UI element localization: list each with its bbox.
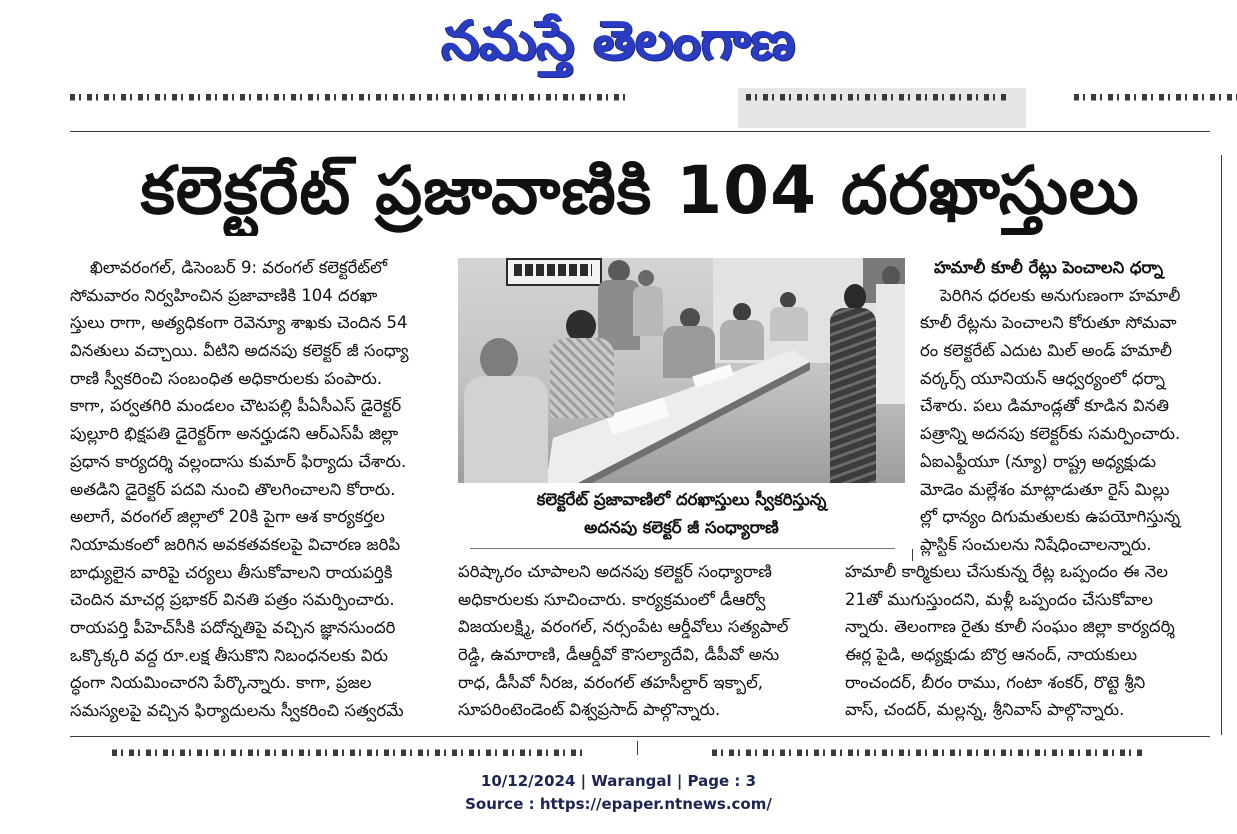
left-column-line: సోమవారం నిర్వహించిన ప్రజావాణికి 104 దరఖా: [70, 285, 378, 305]
left-column-line: వినతులు వచ్చాయి. వీటిని అదనపు కలెక్టర్ జీ సంధ్యా: [70, 341, 409, 361]
sidebar-line: పెరిగిన ధరలకు అనుగుణంగా హమాలీ: [940, 285, 1181, 305]
sidebar-line: వర్కర్స్ యూనియన్ ఆధ్వర్యంలో ధర్నా: [920, 368, 1166, 388]
left-column-line: సమస్యలపై వచ్చిన ఫిర్యాదులను స్వీకరించి సత్వరమే: [70, 701, 404, 720]
photo-person-head: [638, 270, 654, 286]
sidebar-line: ప్లాస్టిక్ సంచులను నిషేధించాలన్నారు.: [920, 534, 1152, 554]
center-column: [458, 558, 834, 724]
photo-banner-lettering: [514, 264, 592, 276]
article-headline: కలెక్టరేట్ ప్రజావాణికి 104 దరఖాస్తులు: [140, 152, 1140, 229]
article-photo: [458, 258, 905, 483]
photo-person-body: [663, 326, 715, 378]
left-column-line: చెందిన మాచర్ల ప్రభాకర్ వినతి పత్రం సమర్పించారు.: [70, 590, 395, 610]
right-divider: [1221, 155, 1222, 735]
left-column-line: ద్ధంగా నియమించారని పేర్కొన్నారు. కాగా, ప్రజల: [70, 673, 372, 693]
center-column-line: అధికారులకు సూచించారు. కార్యక్రమంలో డీఆర్వో: [458, 589, 766, 609]
left-column-line: రాణి స్వీకరించి సంబంధిత అధికారులకు పంపారు.: [70, 368, 383, 388]
photo-person-head: [680, 308, 700, 328]
left-column-line: స్తులు రాగా, అత్యధికంగా రెవెన్యూ శాఖకు చెందిన 54: [70, 313, 408, 333]
photo-person-head: [882, 266, 900, 286]
left-column: [70, 254, 442, 725]
photo-person-head: [608, 260, 630, 282]
photo-person-head: [480, 338, 518, 380]
clipped-text-strip: [712, 745, 1142, 756]
sidebar-line: రం కలెక్టరేట్ ఎదుట మిల్ అండ్ హమాలీ: [920, 341, 1172, 361]
center-column-line: పరిష్కారం చూపాలని అదనపు కలెక్టర్ సంధ్యారాణి: [458, 562, 772, 581]
top-divider: [70, 131, 1210, 132]
photo-person-head: [780, 292, 796, 308]
sidebar-line: కూలీ రేట్లను పెంచాలని కోరుతూ సోమవా: [920, 313, 1177, 333]
sidebar-story: [920, 254, 1210, 559]
clipped-text-strip: [746, 94, 1010, 106]
sidebar-subheadline: హమాలీ కూలీ రేట్లు పెంచాలని ధర్నా: [934, 258, 1164, 277]
sidebar-continued-line: హమాలీ కార్మికులు చేసుకున్న రేట్ల ఒప్పందం ఈ నెల: [845, 562, 1168, 581]
sidebar-continued: [845, 558, 1209, 724]
sidebar-continued-line: వాస్, చందర్, మల్లన్న, శ్రీనివాస్ పాల్గొన్నారు.: [845, 700, 1125, 720]
photo-person-body: [830, 308, 876, 483]
caption-divider: [470, 548, 895, 549]
photo-person-body: [720, 320, 764, 360]
left-column-line: ప్రధాన కార్యదర్శి వల్లందాసు కుమార్ ఫిర్యాదు చేశారు.: [70, 451, 407, 471]
left-column-line: పుల్లూరి భిక్షపతి డైరెక్టర్‌గా అనర్హుడని ఆర్‌ఎస్‌పీ జిల్లా: [70, 424, 399, 444]
left-column-line: అలాగే, వరంగల్ జిల్లాలో 20కి పైగా ఆశ కార్యకర్తల: [70, 507, 385, 527]
sidebar-line: చేశారు. పలు డిమాండ్లతో కూడిన వినతి: [920, 396, 1170, 416]
sidebar-line: ఏఐఎఫ్టీయూ (న్యూ) రాష్ట్ర అధ్యక్షుడు: [920, 451, 1157, 471]
left-column-line: కాగా, పర్వతగిరి మండలం చౌటపల్లి పీఏసీఎస్ డైరెక్టర్: [70, 396, 402, 416]
center-column-line: రాధ, డీసీవో నీరజ, వరంగల్ తహసీల్దార్ ఇక్బాల్,: [458, 672, 764, 692]
clipped-text-strip: [1074, 94, 1237, 106]
bottom-divider: [70, 736, 1210, 737]
photo-person-body: [550, 338, 614, 418]
photo-person-body: [770, 307, 808, 341]
footer-dateline: 10/12/2024 | Warangal | Page : 3: [480, 772, 757, 790]
center-column-line: విజయలక్ష్మి, వరంగల్, నర్సంపేట ఆర్డీవోలు సత్యపాల్: [458, 617, 789, 637]
left-column-line: ఖిలావరంగల్, డిసెంబర్ 9: వరంగల్ కలెక్టరేట్‌లో: [90, 258, 388, 277]
photo-caption: [458, 486, 905, 542]
center-column-line: రెడ్డి, ఉమారాణి, డీఆర్డీవో కౌసల్యాదేవి, డీపీవో అను: [458, 645, 780, 665]
photo-person-body: [633, 286, 663, 336]
photo-person-body: [876, 284, 905, 404]
left-column-line: నియామకంలో జరిగిన అవకతవకలపై విచారణ జరిపి: [70, 534, 401, 554]
photo-caption-line: కలెక్టరేట్ ప్రజావాణిలో దరఖాస్తులు స్వీకరిస్తున్న: [536, 490, 827, 509]
photo-person-body: [464, 376, 548, 483]
photo-caption-line: అదనపు కలెక్టర్ జీ సంధ్యారాణి: [584, 518, 779, 537]
sidebar-continued-line: న్నారు. తెలంగాణ రైతు కూలీ సంఘం జిల్లా కార్యదర్శి: [845, 617, 1175, 637]
masthead-title: నమస్తే తెలంగాణ: [441, 9, 796, 72]
sidebar-continued-line: ఈర్ల పైడి, అధ్యక్షుడు బొర్ర ఆనంద్, నాయకులు: [845, 645, 1138, 665]
sidebar-continued-line: రాంచందర్, బీరం రాము, గంటా శంకర్, రొట్టె శ్రీని: [845, 672, 1146, 692]
sidebar-continued-line: 21తో ముగుస్తుందని, మళ్లీ ఒప్పందం చేసుకోవాల: [845, 589, 1153, 609]
left-column-line: అతడిని డైరెక్టర్ పదవి నుంచి తొలగించాలని కోరారు.: [70, 479, 396, 499]
left-column-line: ఒక్కొక్కరి వద్ద రూ.లక్ష తీసుకొని నిబంధనలకు విరు: [70, 645, 389, 665]
sidebar-line: మోడెం మల్లేశం మాట్లాడుతూ రైస్ మిల్లు: [920, 479, 1170, 499]
sidebar-line: పత్రాన్ని అదనపు కలెక్టర్‌కు సమర్పించారు.: [920, 424, 1181, 444]
photo-person-head: [844, 284, 866, 310]
left-column-line: బాధ్యులైన వారిపై చర్యలు తీసుకోవాలని రాయపర్తికి: [70, 562, 393, 582]
center-column-line: సూపరింటెండెంట్ విశ్వప్రసాద్ పాల్గొన్నారు.: [458, 700, 721, 720]
sidebar-body: [920, 282, 1210, 559]
clipped-text-strip: [70, 94, 625, 106]
bottom-column-separator: [637, 741, 638, 755]
photo-person-head: [733, 303, 751, 321]
footer-source-link[interactable]: Source : https://epaper.ntnews.com/: [465, 795, 772, 813]
clipped-text-strip: [112, 745, 586, 756]
left-column-line: రాయపర్తి పీహెచ్‌సీకి పదోన్నతిపై వచ్చిన జ్ఞానసుందరి: [70, 617, 396, 637]
sidebar-line: ల్లో ధాన్యం దిగుమతులకు ఉపయోగిస్తున్న: [920, 507, 1181, 527]
